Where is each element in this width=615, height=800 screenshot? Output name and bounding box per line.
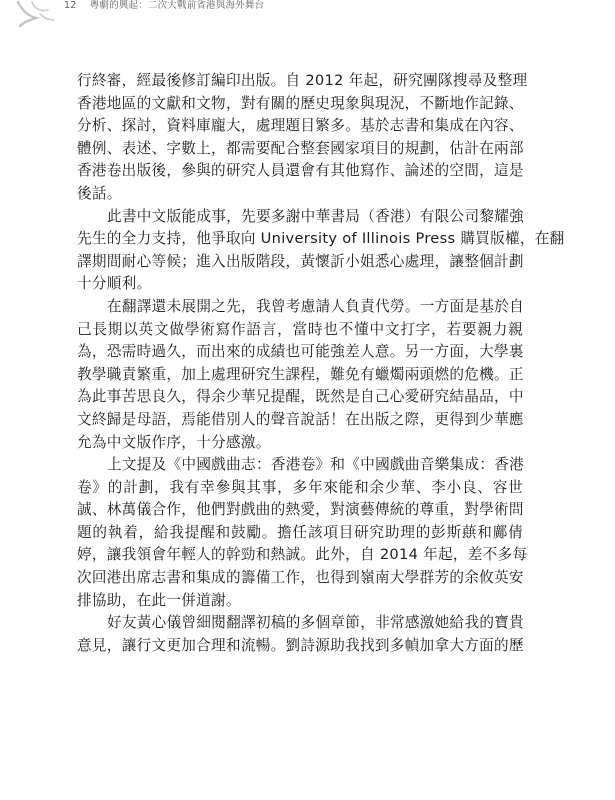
text-line: 分析、探討，資料庫龐大，處理題目繁多。基於志書和集成在內容、 xyxy=(77,117,524,135)
calligraphy-ornament-icon xyxy=(14,0,60,28)
text-line: 己長期以英文做學術寫作語言，當時也不懂中文打字，若要親力親 xyxy=(77,320,523,338)
text-line: 上文提及《中國戲曲志：香港卷》和《中國戲曲音樂集成：香港 xyxy=(107,456,525,474)
text-line: 香港卷出版後，參與的研究人員還會有其他寫作、論述的空間，這是 xyxy=(77,162,524,180)
paragraph xyxy=(77,206,565,296)
running-header xyxy=(64,0,264,12)
text-line: 意見，讓行文更加合理和流暢。劉詩源助我找到多幀加拿大方面的歷 xyxy=(77,636,524,654)
text-line: 十分順利。 xyxy=(77,275,152,293)
text-line: 卷》的計劃，我有幸參與其事，多年來能和余少華、李小良、容世 xyxy=(77,478,523,496)
text-line: 文終歸是母語，焉能借別人的聲音說話！在出版之際，更得到少華應 xyxy=(77,410,524,428)
running-title: 粵劇的興起：二次大戰前省港與海外舞台 xyxy=(89,0,265,11)
text-line: 婷，讓我領會年輕人的幹勁和熱誠。此外，自 2014 年起，差不多每 xyxy=(77,546,528,564)
paragraph xyxy=(77,70,528,206)
text-line: 先生的全力支持，他爭取向 University of Illinois Press 購買版權，在翻 xyxy=(77,230,565,248)
paragraph xyxy=(77,612,523,657)
text-line: 好友黃心儀曾細閱翻譯初稿的多個章節，非常感激她給我的寶貴 xyxy=(107,614,525,632)
text-line: 允為中文版作序，十分感激。 xyxy=(77,433,271,451)
text-line: 題的執着，給我提醒和鼓勵。擔任該項目研究助理的彭斯蕻和鄺倩 xyxy=(77,523,523,541)
text-line: 在翻譯還未展開之先，我曾考慮請人負責代勞。一方面是基於自 xyxy=(107,297,525,315)
text-line: 為，恐需時過久，而出來的成績也可能強差人意。另一方面，大學裏 xyxy=(77,343,524,361)
text-line: 行終審，經最後修訂編印出版。自 2012 年起，研究團隊搜尋及整理 xyxy=(77,72,528,89)
text-line: 誠、林萬儀合作，他們對戲曲的熱愛，對演藝傳統的尊重，對學術問 xyxy=(77,501,524,519)
paragraph xyxy=(77,296,523,454)
paragraph xyxy=(77,454,528,612)
text-line: 排協助，在此一併道謝。 xyxy=(77,591,241,609)
text-line: 教學職責繁重，加上處理研究生課程，難免有蠟燭兩頭燃的危機。正 xyxy=(77,365,524,383)
text-line: 為此事苦思良久，得余少華兄提醒，既然是自己心愛研究結晶品，中 xyxy=(77,388,524,406)
text-line: 體例、表述、字數上，都需要配合整套國家項目的規劃，估計在兩部 xyxy=(77,139,524,157)
page-number: 12 xyxy=(64,0,77,11)
text-line: 香港地區的文獻和文物，對有關的歷史現象與現況，不斷地作記錄、 xyxy=(77,94,524,112)
text-line: 此書中文版能成事，先要多謝中華書局（香港）有限公司黎耀強 xyxy=(107,207,525,225)
body-text xyxy=(77,70,565,657)
text-line: 次回港出席志書和集成的籌備工作，也得到嶺南大學群芳的余攸英安 xyxy=(77,569,524,587)
text-line: 譯期間耐心等候；進入出版階段，黃懷訢小姐悉心處理，讓整個計劃 xyxy=(77,252,524,270)
text-line: 後話。 xyxy=(77,184,122,202)
